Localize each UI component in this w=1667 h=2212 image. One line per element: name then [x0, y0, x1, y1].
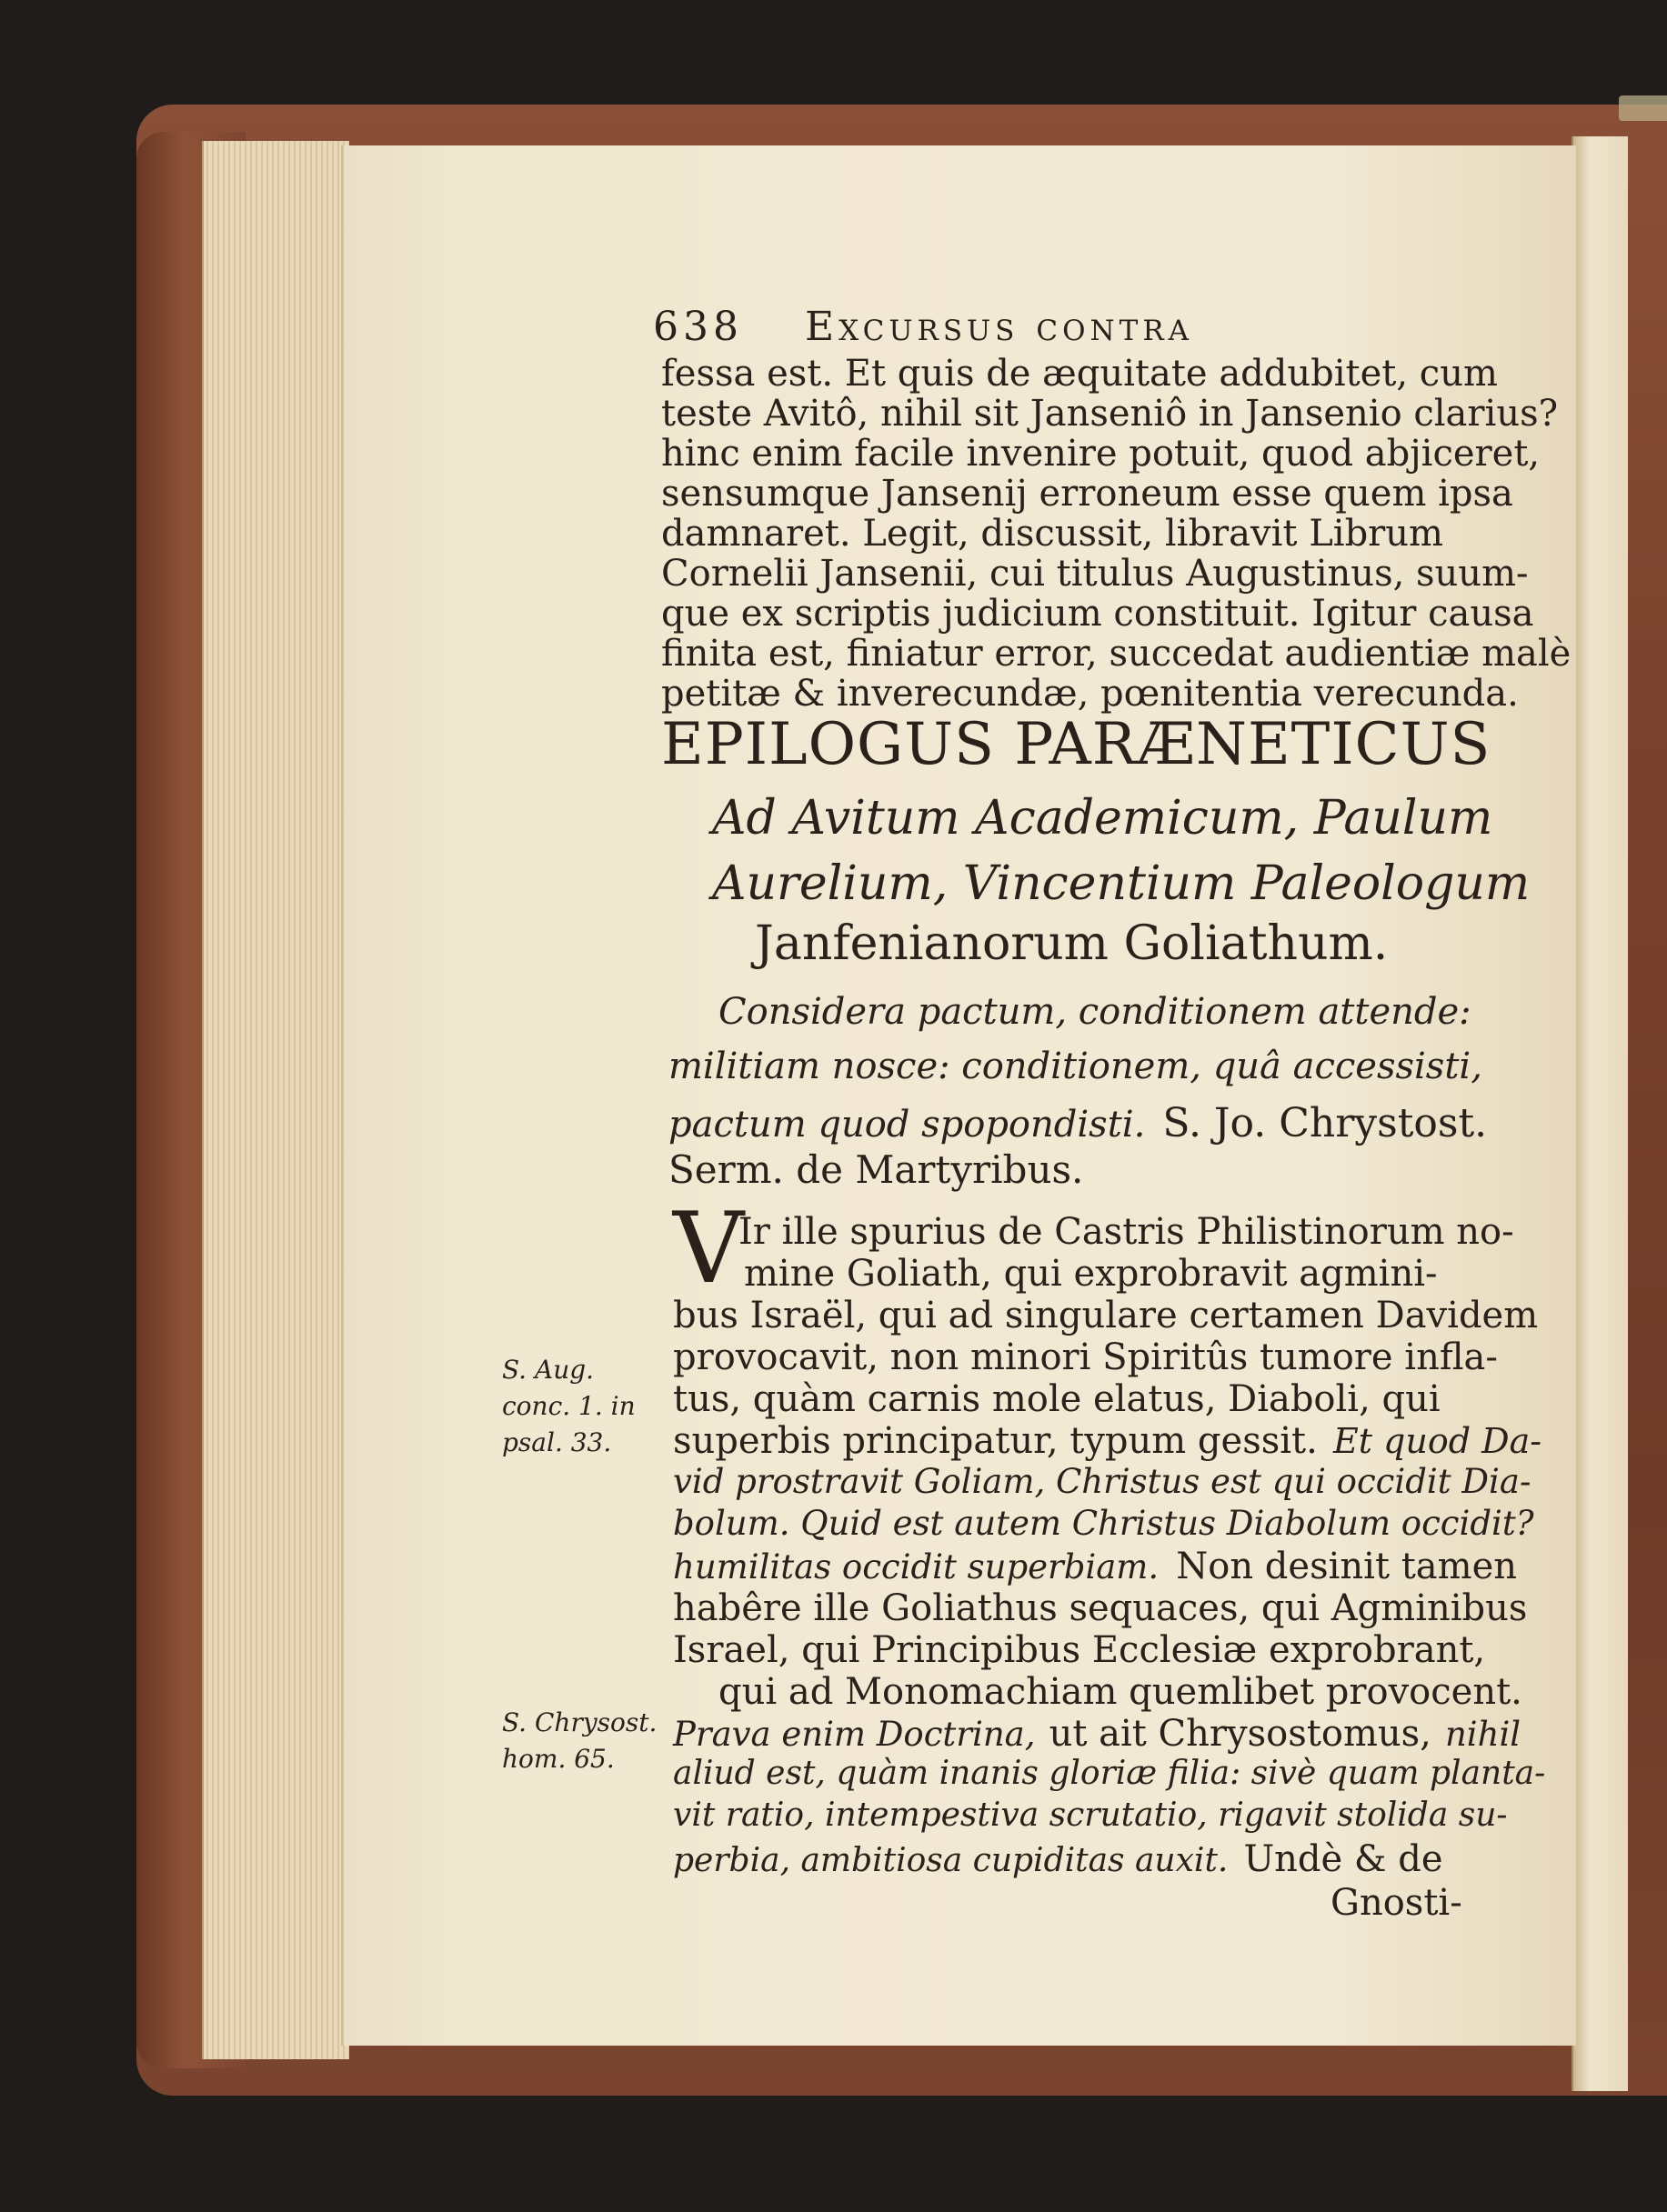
text-line: Israel, qui Principibus Ecclesiæ exprobrant,: [673, 1629, 1486, 1671]
epigraph-attribution: S. Jo. Chrystost.: [1162, 1100, 1488, 1146]
margin-note: hom. 65.: [502, 1744, 615, 1774]
section-subtitle: Janfenianorum Goliathum.: [755, 916, 1389, 971]
text-line: damnaret. Legit, discussit, libravit Librum: [661, 513, 1443, 555]
section-subtitle: Aurelium, Vincentium Paleologum: [712, 856, 1531, 911]
text-line: [673, 1546, 1517, 1587]
text-line: petitæ & inverecundæ, pœnitentia verecunda.: [661, 673, 1519, 715]
text-segment: Undè & de: [1243, 1838, 1443, 1880]
text-line: fessa est. Et quis de æquitate addubitet, cum: [661, 353, 1498, 395]
page-edge-stack: [202, 141, 349, 2059]
text-segment: perbia, ambitiosa cupiditas auxit.: [673, 1842, 1229, 1879]
text-segment: humilitas occidit superbiam.: [673, 1547, 1160, 1586]
text-line: [673, 1713, 1521, 1755]
text-line: habêre ille Goliathus sequaces, qui Agminibus: [673, 1587, 1528, 1629]
epigraph-source: Serm. de Martyribus.: [668, 1147, 1084, 1192]
text-line: Ir ille spurius de Castris Philistinorum no-: [738, 1211, 1514, 1253]
drop-cap: V: [673, 1192, 744, 1306]
section-subtitle: Ad Avitum Academicum, Paulum: [712, 791, 1493, 846]
epigraph-line: [668, 1100, 1487, 1146]
margin-note: S. Aug.: [502, 1355, 595, 1385]
text-line: [673, 1838, 1443, 1880]
text-line: hinc enim facile invenire potuit, quod abjiceret,: [661, 433, 1541, 475]
binding-clasp: [1619, 95, 1667, 121]
page-number: 638: [653, 304, 743, 350]
text-line: Cornelii Jansenii, cui titulus Augustinus, suum-: [661, 553, 1529, 595]
margin-note: S. Chrysost.: [502, 1707, 658, 1737]
running-title: Excursus contra: [804, 304, 1194, 350]
facing-page-edge: [1572, 136, 1628, 2091]
text-line: vit ratio, intempestiva scrutatio, rigavit stolida su-: [673, 1797, 1508, 1834]
catchword: Gnosti-: [1331, 1882, 1462, 1924]
text-segment: nihil: [1444, 1715, 1521, 1754]
text-line: provocavit, non minori Spiritûs tumore infla-: [673, 1336, 1498, 1378]
text-line: bolum. Quid est autem Christus Diabolum occidit?: [673, 1504, 1534, 1543]
text-line: que ex scriptis judicium constituit. Igitur causa: [661, 593, 1534, 635]
text-line: tus, quàm carnis mole elatus, Diaboli, qui: [673, 1378, 1441, 1420]
margin-note: conc. 1. in: [502, 1391, 636, 1421]
text-segment: ut ait Chrysostomus,: [1049, 1713, 1431, 1755]
text-segment: Non desinit tamen: [1176, 1546, 1518, 1587]
running-head: [653, 304, 1193, 350]
text-segment: superbis principatur, typum gessit.: [673, 1420, 1318, 1462]
epigraph-text: pactum quod spopondisti.: [668, 1104, 1146, 1146]
text-segment: Et quod Da-: [1332, 1421, 1542, 1461]
text-line: aliud est, quàm inanis gloriæ filia: sivè quam planta-: [673, 1755, 1546, 1792]
text-line: sensumque Jansenij erroneum esse quem ipsa: [661, 473, 1513, 515]
text-line: finita est, finiatur error, succedat audientiæ malè: [661, 633, 1572, 675]
text-line: teste Avitô, nihil sit Janseniô in Jansenio clarius?: [661, 393, 1559, 435]
text-line: qui ad Monomachiam quemlibet provocent.: [718, 1671, 1522, 1713]
text-line: mine Goliath, qui exprobravit agmini-: [744, 1253, 1438, 1295]
epigraph-line: Considera pactum, conditionem attende:: [718, 991, 1471, 1033]
text-segment: Prava enim Doctrina,: [673, 1715, 1036, 1754]
text-line: bus Israël, qui ad singulare certamen Davidem: [673, 1295, 1539, 1336]
epigraph-line: militiam nosce: conditionem, quâ accessisti,: [668, 1046, 1482, 1087]
text-line: vid prostravit Goliam, Christus est qui occidit Dia-: [673, 1462, 1531, 1501]
margin-note: psal. 33.: [502, 1427, 612, 1457]
text-line: [673, 1420, 1541, 1462]
section-title: EPILOGUS PARÆNETICUS: [661, 711, 1491, 778]
